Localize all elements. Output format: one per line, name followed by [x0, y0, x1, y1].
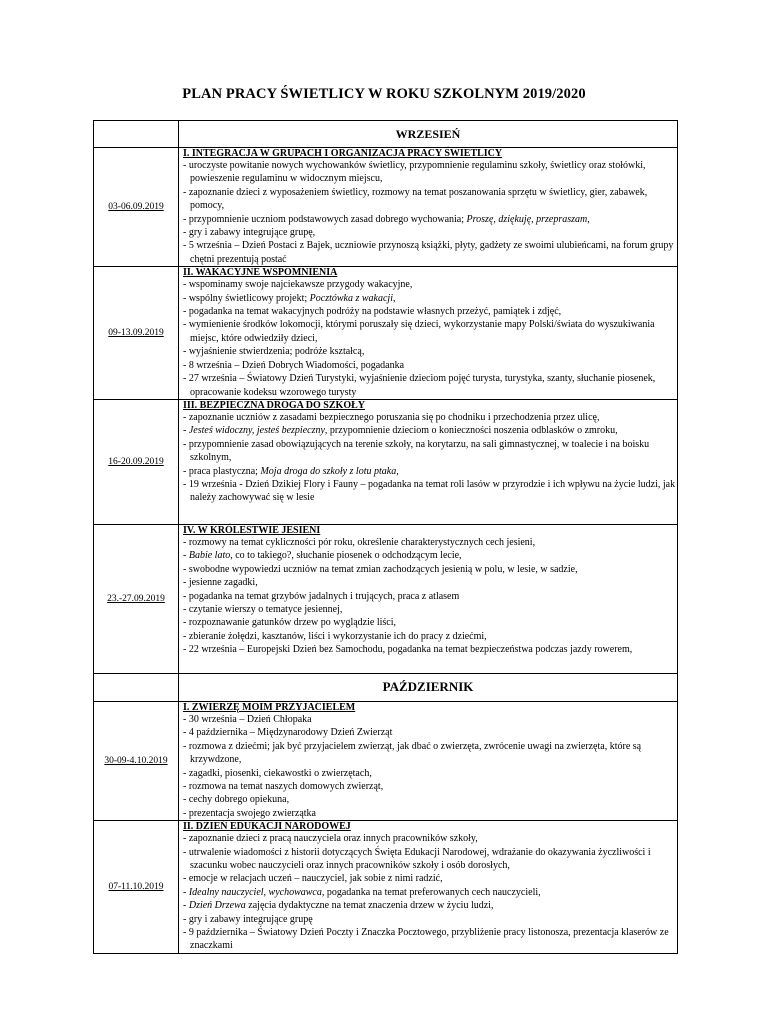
month-header-row	[94, 121, 678, 148]
activity-item: - 22 września – Europejski Dzień bez Samochodu, pogadanka na temat bezpieczeństwa podczas jazdy rowerem,	[183, 644, 633, 656]
week-date: 23.-27.09.2019	[107, 593, 165, 604]
activity-item: - 5 września – Dzień Postaci z Bajek, uczniowie przynoszą książki, płyty, gadżety ze swoimi ulubieńcami, na forum grupy chętni prezentują postać	[183, 240, 674, 265]
activity-list	[183, 713, 677, 820]
week-row	[94, 148, 678, 267]
week-row	[94, 524, 678, 673]
plan-table	[93, 120, 678, 954]
section-heading: II. WAKACYJNE WSPOMNIENIA	[183, 267, 338, 279]
activity-item: - Idealny nauczyciel, wychowawca, pogadanka na temat preferowanych cech nauczycieli,	[183, 886, 541, 898]
week-row	[94, 701, 678, 820]
activity-item: - zapoznanie dzieci z pracą nauczyciela oraz innych pracowników szkoły,	[183, 833, 478, 845]
activity-item: - wspólny świetlicowy projekt; Pocztówka z wakacji,	[183, 292, 396, 304]
section-heading: IV. W KRÓLESTWIE JESIENI	[183, 524, 321, 536]
week-content	[179, 821, 678, 954]
week-date-cell	[94, 148, 179, 267]
week-date: 16-20.09.2019	[108, 456, 164, 467]
week-date: 30-09-4.10.2019	[104, 756, 168, 767]
section-heading: I. INTEGRACJA W GRUPACH I ORGANIZACJA PRACY ŚWIETLICY	[183, 148, 503, 159]
section-heading: II. DZIEŃ EDUKACJI NARODOWEJ	[183, 821, 351, 833]
activity-item: - 4 października – Międzynarodowy Dzień Zwierząt	[183, 727, 393, 739]
activity-item: - czytanie wierszy o tematyce jesiennej,	[183, 603, 343, 615]
activity-item: - Dzień Drzewa zajęcia dydaktyczne na temat znaczenia drzew w życiu ludzi,	[183, 900, 494, 912]
week-date-cell	[94, 821, 179, 954]
activity-item: - rozpoznawanie gatunków drzew po wyglądzie liści,	[183, 617, 396, 629]
week-date-cell	[94, 701, 179, 820]
activity-item: - Babie lato, co to takiego?, słuchanie piosenek o odchodzącym lecie,	[183, 550, 462, 562]
week-date-cell	[94, 399, 179, 524]
week-content	[179, 524, 678, 673]
activity-list	[183, 411, 677, 505]
month-header-spacer	[94, 673, 179, 701]
month-header-wrzesien: WRZESIEŃ	[179, 121, 678, 148]
week-date: 03-06.09.2019	[108, 202, 164, 213]
activity-item: - pogadanka na temat grzybów jadalnych i trujących, praca z atlasem	[183, 590, 460, 602]
month-header-spacer	[94, 121, 179, 148]
activity-item: - przypomnienie uczniom podstawowych zasad dobrego wychowania; Proszę, dziękuję, przepraszam,	[183, 213, 590, 225]
activity-item: - 30 września – Dzień Chłopaka	[183, 713, 312, 725]
week-row	[94, 821, 678, 954]
week-content	[179, 399, 678, 524]
activity-item: - jesienne zagadki,	[183, 577, 258, 589]
activity-item: - utrwalenie wiadomości z historii dotyczących Święta Edukacji Narodowej, wdrażanie do okazywania życzliwości i szacunku wobec nauczycieli oraz innych pracowników szkoły i osób dorosłych,	[183, 846, 651, 871]
activity-item: - przypomnienie zasad obowiązujących na terenie szkoły, na korytarzu, na sali gimnastycznej, w toalecie i na boisku szkolnym,	[183, 438, 650, 464]
activity-list	[183, 832, 677, 953]
week-content	[179, 701, 678, 820]
activity-item: - gry i zabawy integrujące grupę,	[183, 227, 316, 239]
activity-item: - prezentacja swojego zwierzątka	[183, 807, 316, 819]
section-heading: I. ZWIERZĘ MOIM PRZYJACIELEM	[183, 701, 356, 713]
activity-item: - zagadki, piosenki, ciekawostki o zwierzętach,	[183, 767, 372, 779]
section-heading: III. BEZPIECZNA DROGA DO SZKOŁY	[183, 399, 365, 411]
week-content	[179, 148, 678, 267]
activity-item: - wyjaśnienie stwierdzenia; podróże kształcą,	[183, 346, 365, 358]
activity-item: - wymienienie środków lokomocji, którymi poruszały się dzieci, wykorzystanie mapy Polski/świata do wyszukiwania miejsc, które odwiedziły dzieci,	[183, 319, 655, 344]
activity-item: - Jesteś widoczny, jesteś bezpieczny, przypomnienie dzieciom o konieczności noszenia odblasków o zmroku,	[183, 425, 618, 437]
week-date-cell	[94, 267, 179, 400]
activity-item: - wspominamy swoje najciekawsze przygody wakacyjne,	[183, 279, 413, 291]
week-row	[94, 399, 678, 524]
activity-list	[183, 278, 677, 399]
week-date-cell	[94, 524, 179, 673]
activity-item: - rozmowa na temat naszych domowych zwierząt,	[183, 780, 384, 792]
activity-list	[183, 159, 677, 266]
activity-item: - 8 września – Dzień Dobrych Wiadomości, pogadanka	[183, 359, 405, 371]
activity-item: - praca plastyczna; Moja droga do szkoły z lotu ptaka,	[183, 465, 399, 477]
month-header-pazdziernik: PAŹDZIERNIK	[179, 673, 678, 701]
activity-item: - emocje w relacjach uczeń – nauczyciel, jak sobie z nimi radzić,	[183, 873, 443, 885]
activity-item: - uroczyste powitanie nowych wychowanków świetlicy, przypomnienie regulaminu szkoły, świetlicy oraz stołówki, powieszenie regulaminu w widocznym miejscu,	[183, 160, 646, 185]
activity-item: - rozmowy na temat cykliczności pór roku, określenie charakterystycznych cech jesieni,	[183, 536, 536, 548]
week-content	[179, 267, 678, 400]
activity-item: - gry i zabawy integrujące grupę	[183, 913, 313, 925]
activity-item: - 9 października – Światowy Dzień Poczty i Znaczka Pocztowego, przybliżenie pracy listonosza, prezentacja klaserów ze znaczkami	[183, 927, 669, 952]
activity-list	[183, 536, 677, 657]
week-row	[94, 267, 678, 400]
activity-item: - zbieranie żołędzi, kasztanów, liści i wykorzystanie ich do pracy z dziećmi,	[183, 630, 487, 642]
month-header-row	[94, 673, 678, 701]
activity-item: - pogadanka na temat wakacyjnych podróży na podstawie własnych przeżyć, pamiątek i zdjęć,	[183, 306, 562, 318]
week-date: 09-13.09.2019	[108, 328, 164, 339]
activity-item: - zapoznanie uczniów z zasadami bezpiecznego poruszania się po chodniku i przechodzenia przez ulicę,	[183, 411, 600, 423]
activity-item: - 19 września - Dzień Dzikiej Flory i Fauny – pogadanka na temat roli lasów w przyrodzie i ich wpływu na życie ludzi, jak należy zachowywać się w lesie	[183, 478, 676, 504]
page-title: PLAN PRACY ŚWIETLICY W ROKU SZKOLNYM 2019/2020	[182, 86, 586, 102]
activity-item: - rozmowa z dziećmi; jak być przyjacielem zwierząt, jak dbać o zwierzęta, zwrócenie uwagi na zwierzęta, które są krzywdzone,	[183, 740, 642, 766]
activity-item: - 27 września – Światowy Dzień Turystyki, wyjaśnienie dzieciom pojęć turysta, turystyka, szanty, słuchanie piosenek, opracowanie kodeksu wzorowego turysty	[183, 373, 656, 398]
activity-item: - zapoznanie dzieci z wyposażeniem świetlicy, rozmowy na temat poszanowania sprzętu w świetlicy, gier, zabawek, pomocy,	[183, 186, 648, 212]
week-date: 07-11.10.2019	[108, 881, 164, 892]
activity-item: - swobodne wypowiedzi uczniów na temat zmian zachodzących jesienią w polu, w lesie, w sadzie,	[183, 563, 578, 575]
activity-item: - cechy dobrego opiekuna,	[183, 794, 290, 806]
